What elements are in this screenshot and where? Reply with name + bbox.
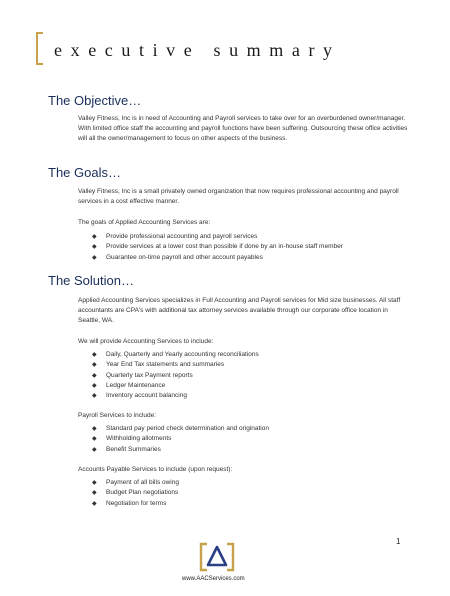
- list-item: ◆ Benefit Summaries: [92, 445, 269, 455]
- diamond-bullet-icon: ◆: [92, 490, 97, 497]
- aac-logo-icon: [199, 542, 235, 572]
- diamond-bullet-icon: ◆: [92, 352, 97, 358]
- logo-left-bracket: [201, 544, 207, 570]
- goals-heading: The Goals…: [48, 165, 121, 180]
- diamond-bullet-icon: ◆: [92, 382, 97, 389]
- diamond-bullet-icon: ◆: [92, 436, 97, 443]
- goals-list: [92, 232, 343, 263]
- diamond-bullet-icon: ◆: [92, 500, 97, 507]
- goals-intro-text: The goals of Applied Accounting Services are:: [78, 219, 211, 226]
- list-item: ◆ Quarterly tax Payment reports: [92, 371, 259, 381]
- title-bracket: [36, 32, 43, 65]
- accounting-list: [92, 350, 259, 401]
- list-item: ◆ Payment of all bills owing: [92, 478, 179, 488]
- logo-triangle: [208, 547, 226, 565]
- objective-heading: The Objective…: [48, 93, 142, 108]
- list-item: ◆ Daily, Quarterly and Yearly accounting reconciliations: [92, 350, 259, 360]
- goals-paragraph: [78, 187, 408, 207]
- list-item: ◆ Ledger Maintenance: [92, 381, 259, 391]
- diamond-bullet-icon: ◆: [92, 372, 97, 379]
- diamond-bullet-icon: ◆: [92, 244, 97, 251]
- payable-intro: [78, 465, 408, 475]
- list-item: ◆ Inventory account balancing: [92, 391, 259, 401]
- diamond-bullet-icon: ◆: [92, 362, 97, 369]
- list-item: ◆ Provide services at a lower cost than possible if done by an in-house staff member: [92, 242, 343, 252]
- list-item: ◆ Standard pay period check determination and origination: [92, 424, 269, 434]
- objective-text: Valley Fitness, Inc is in need of Accounting and Payroll services to take over for an overburdened owner/manager. With limited office staff the accounting and payroll functions have been suffering. Outsourcing these office activities will all the owner/management to focus on other aspects of the business.: [78, 115, 408, 142]
- payable-intro-text: Accounts Payable Services to include (upon request):: [78, 466, 233, 473]
- solution-heading: The Solution…: [48, 273, 134, 288]
- payable-list: [92, 478, 179, 509]
- list-item: ◆ Withholding allotments: [92, 434, 269, 444]
- list-item: ◆ Budget Plan negotiations: [92, 488, 179, 498]
- payroll-intro-text: Payroll Services to include:: [78, 412, 157, 419]
- diamond-bullet-icon: ◆: [92, 480, 97, 486]
- diamond-bullet-icon: ◆: [92, 234, 97, 240]
- list-item: ◆ Guarantee on-time payroll and other account payables: [92, 253, 343, 263]
- accounting-intro: [78, 337, 408, 347]
- logo-right-bracket: [227, 544, 233, 570]
- objective-paragraph: [78, 114, 408, 144]
- list-item: ◆ Year End Tax statements and summaries: [92, 360, 259, 370]
- payroll-intro: [78, 411, 408, 421]
- solution-paragraph: [78, 296, 408, 326]
- page-number: 1: [396, 537, 401, 546]
- goals-text: Valley Fitness, Inc is a small privately owned organization that now requires professional accounting and payroll services in a cost effective manner.: [78, 188, 399, 205]
- list-item: ◆ Negotiation for terms: [92, 499, 179, 509]
- list-item: ◆ Provide professional accounting and payroll services: [92, 232, 343, 242]
- footer-url: www.AACServices.com: [182, 576, 245, 582]
- diamond-bullet-icon: ◆: [92, 426, 97, 432]
- solution-text: Applied Accounting Services specializes in Full Accounting and Payroll services for Mid size businesses. All staff accountants are CPA's with additional tax attorney services available through our corporate office location in Seattle, WA.: [78, 297, 401, 324]
- diamond-bullet-icon: ◆: [92, 254, 97, 261]
- diamond-bullet-icon: ◆: [92, 446, 97, 453]
- page-title: executive summary: [54, 40, 341, 60]
- goals-intro: [78, 218, 408, 228]
- payroll-list: [92, 424, 269, 455]
- accounting-intro-text: We will provide Accounting Services to include:: [78, 338, 214, 345]
- diamond-bullet-icon: ◆: [92, 393, 97, 400]
